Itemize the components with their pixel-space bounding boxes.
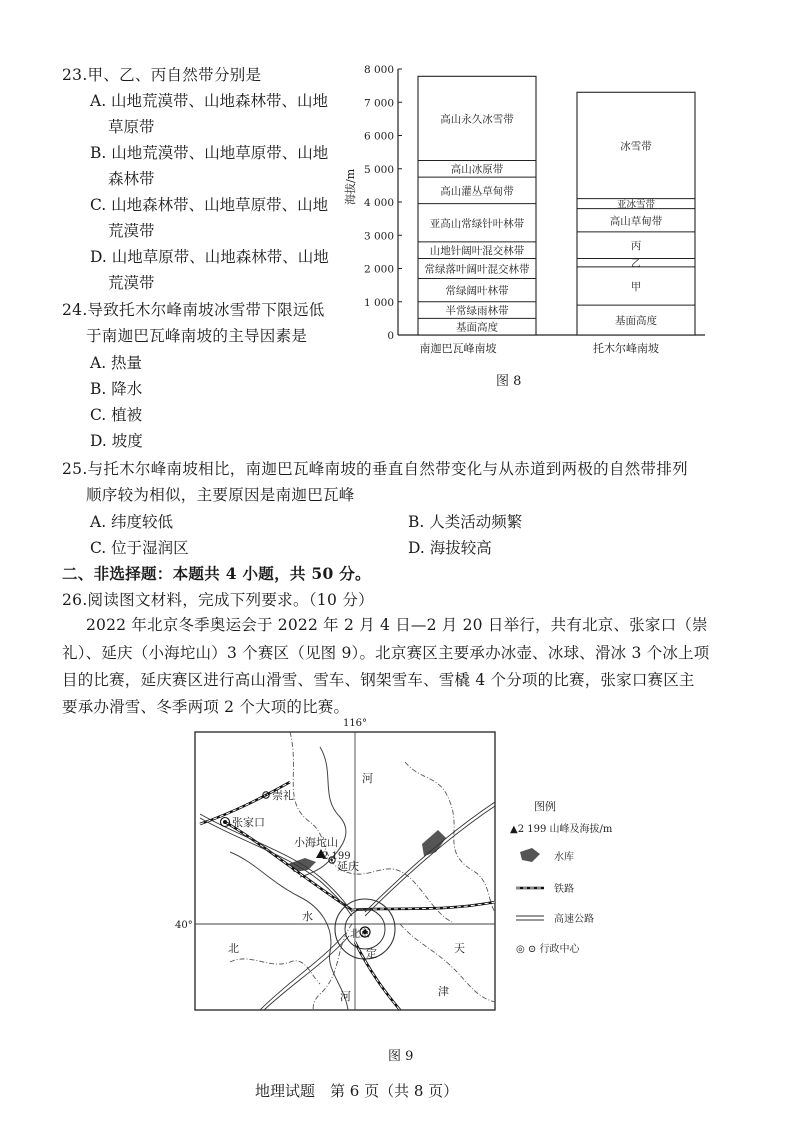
q24-stem-line2: 于南迦巴瓦峰南坡的主导因素是 <box>86 327 308 345</box>
label-he-north: 河 <box>362 772 373 785</box>
label-peak-elevation: 2 199 <box>322 851 351 862</box>
legend-highway: 高速公路 <box>554 914 594 925</box>
q26-stem: 26.阅读图文材料，完成下列要求。（10 分） <box>62 591 374 609</box>
page-footer: 地理试题 第 6 页（共 8 页） <box>255 1082 459 1100</box>
q25-option-b: B. 人类活动频繁 <box>408 513 523 531</box>
q25-stem-line1: 25.与托木尔峰南坡相比，南迦巴瓦峰南坡的垂直自然带变化与从赤道到两极的自然带排列 <box>62 460 688 478</box>
q23-option-d-line1: D. 山地草原带、山地森林带、山地 <box>90 248 329 266</box>
meridian-label: 116° <box>342 718 368 729</box>
admin-center-zhangjiakou-dot <box>223 820 227 824</box>
label-bei: 北 <box>228 942 239 955</box>
figure-8-y-axis-label: 海拔/m <box>344 168 357 205</box>
figure-8-y-tick-label: 4 000 <box>363 197 394 209</box>
figure-9-map <box>170 712 640 1042</box>
legend-peak: ▲2 199 山峰及海拔/m <box>510 824 613 835</box>
legend-reservoir-swatch <box>520 848 540 862</box>
admin-center-chongli-dot <box>265 794 267 796</box>
q25-option-a: A. 纬度较低 <box>90 513 174 531</box>
q23-option-b-line2: 森林带 <box>108 170 155 188</box>
label-he-south: 河 <box>340 990 351 1003</box>
legend-admin: ◎ ⊙ 行政中心 <box>516 944 580 955</box>
q23-option-a-line1: A. 山地荒漠带、山地森林带、山地 <box>90 92 329 110</box>
q26-paragraph-line3: 目的比赛，延庆赛区进行高山滑雪、雪车、钢架雪车、雪橇 4 个分项的比赛，张家口赛区主 <box>62 671 695 689</box>
label-shui: 水 <box>302 910 313 923</box>
q23-option-a-line2: 草原带 <box>108 118 155 136</box>
figure-8-zone-label: 基面高度 <box>615 315 657 328</box>
river-yongding <box>230 852 348 1010</box>
q23-option-d-line2: 荒漠带 <box>108 274 155 292</box>
legend-title: 图例 <box>534 800 556 813</box>
figure-8-y-tick-label: 6 000 <box>363 130 394 143</box>
q23-option-c-line2: 荒漠带 <box>108 222 155 240</box>
label-tian: 天 <box>454 942 465 955</box>
figure-8-y-tick-label: 1 000 <box>363 296 394 309</box>
q24-stem-line1: 24.导致托木尔峰南坡冰雪带下限远低 <box>62 301 325 319</box>
figure-8-y-tick-label: 0 <box>387 330 394 342</box>
figure-8-zone-label: 山地针阔叶混交林带 <box>429 245 525 258</box>
figure-8-zone-label: 基面高度 <box>456 321 498 334</box>
figure-8-zone-label: 常绿落叶阔叶混交林带 <box>424 263 530 276</box>
q26-paragraph-line2: 礼）、延庆（小海坨山）3 个赛区（见图 9）。北京赛区主要承办冰壶、冰球、滑冰 3 个冰上项 <box>62 644 710 662</box>
figure-8-y-tick-label: 8 000 <box>363 64 394 76</box>
q24-option-d: D. 坡度 <box>90 432 143 450</box>
figure-8-column-tomur <box>577 92 695 335</box>
q23-stem: 23.甲、乙、丙自然带分别是 <box>62 66 262 84</box>
q26-paragraph-line1: 2022 年北京冬季奥运会于 2022 年 2 月 4 日—2 月 20 日举行，共有北京、张家口（崇 <box>86 616 708 634</box>
figure-9-caption: 图 9 <box>388 1049 414 1064</box>
figure-8-y-tick-label: 3 000 <box>363 230 394 243</box>
figure-8-col1-label: 南迦巴瓦峰南坡 <box>419 342 497 355</box>
q26-paragraph-line4: 要承办滑雪、冬季两项 2 个大项的比赛。 <box>62 698 350 716</box>
label-chongli: 崇礼 <box>272 789 294 802</box>
figure-8-zone-label: 高山灌丛草甸带 <box>440 185 514 198</box>
parallel-label: 40° <box>175 920 193 931</box>
figure-8-zone-label: 冰雪带 <box>620 140 652 153</box>
figure-8-col2-label: 托木尔峰南坡 <box>593 342 659 355</box>
map-legend <box>510 799 613 955</box>
q23-option-b-line1: B. 山地荒漠带、山地草原带、山地 <box>90 144 329 162</box>
boundary-north <box>290 732 452 922</box>
label-beijing: 北京 <box>350 929 370 940</box>
figure-8-zone-label: 高山草甸带 <box>609 215 663 228</box>
figure-8-zone-label: 亚高山常绿针叶林带 <box>429 217 525 230</box>
figure-8-column-frame <box>577 92 695 335</box>
q25-option-c: C. 位于湿润区 <box>90 539 189 557</box>
figure-8-chart <box>340 55 720 395</box>
section-2-title: 二、非选择题：本题共 4 小题，共 50 分。 <box>62 564 371 583</box>
reservoir-guanting <box>288 858 316 872</box>
q24-option-a: A. 热量 <box>90 354 143 372</box>
label-zhangjiakou: 张家口 <box>232 816 265 829</box>
boundary-east <box>405 762 495 912</box>
figure-8-zone-label: 丙 <box>630 240 642 253</box>
figure-8-y-tick-label: 5 000 <box>363 163 394 176</box>
figure-8-zone-label: 半常绿雨林带 <box>445 305 509 318</box>
label-jin: 津 <box>438 985 449 998</box>
figure-8-zone-label: 高山永久冰雪带 <box>440 113 514 126</box>
figure-8-zone-label: 乙 <box>631 258 641 270</box>
q24-option-b: B. 降水 <box>90 380 143 398</box>
label-xiaohaituo: 小海坨山 <box>294 836 338 849</box>
q24-option-c: C. 植被 <box>90 406 143 424</box>
q23-option-c-line1: C. 山地森林带、山地草原带、山地 <box>90 196 329 214</box>
figure-8-zone-label: 高山冰原带 <box>450 163 504 176</box>
figure-8-caption: 图 8 <box>496 374 522 389</box>
legend-railway: 铁路 <box>554 884 574 895</box>
boundary-southwest <box>230 959 320 984</box>
figure-8-y-tick-label: 2 000 <box>363 263 394 276</box>
label-ding: 定 <box>366 947 377 960</box>
figure-8-zone-label: 亚冰雪带 <box>616 199 656 211</box>
figure-8-zone-label: 甲 <box>630 280 642 293</box>
figure-8-zone-label: 常绿阔叶林带 <box>445 285 509 298</box>
q25-option-d: D. 海拔较高 <box>408 539 492 557</box>
q25-stem-line2: 顺序较为相似，主要原因是南迦巴瓦峰 <box>86 486 355 504</box>
figure-8-y-tick-label: 7 000 <box>363 97 394 110</box>
legend-reservoir: 水库 <box>554 852 574 863</box>
label-yanqing: 延庆 <box>337 860 359 873</box>
figure-8-column-nanjiabawa <box>418 76 536 335</box>
